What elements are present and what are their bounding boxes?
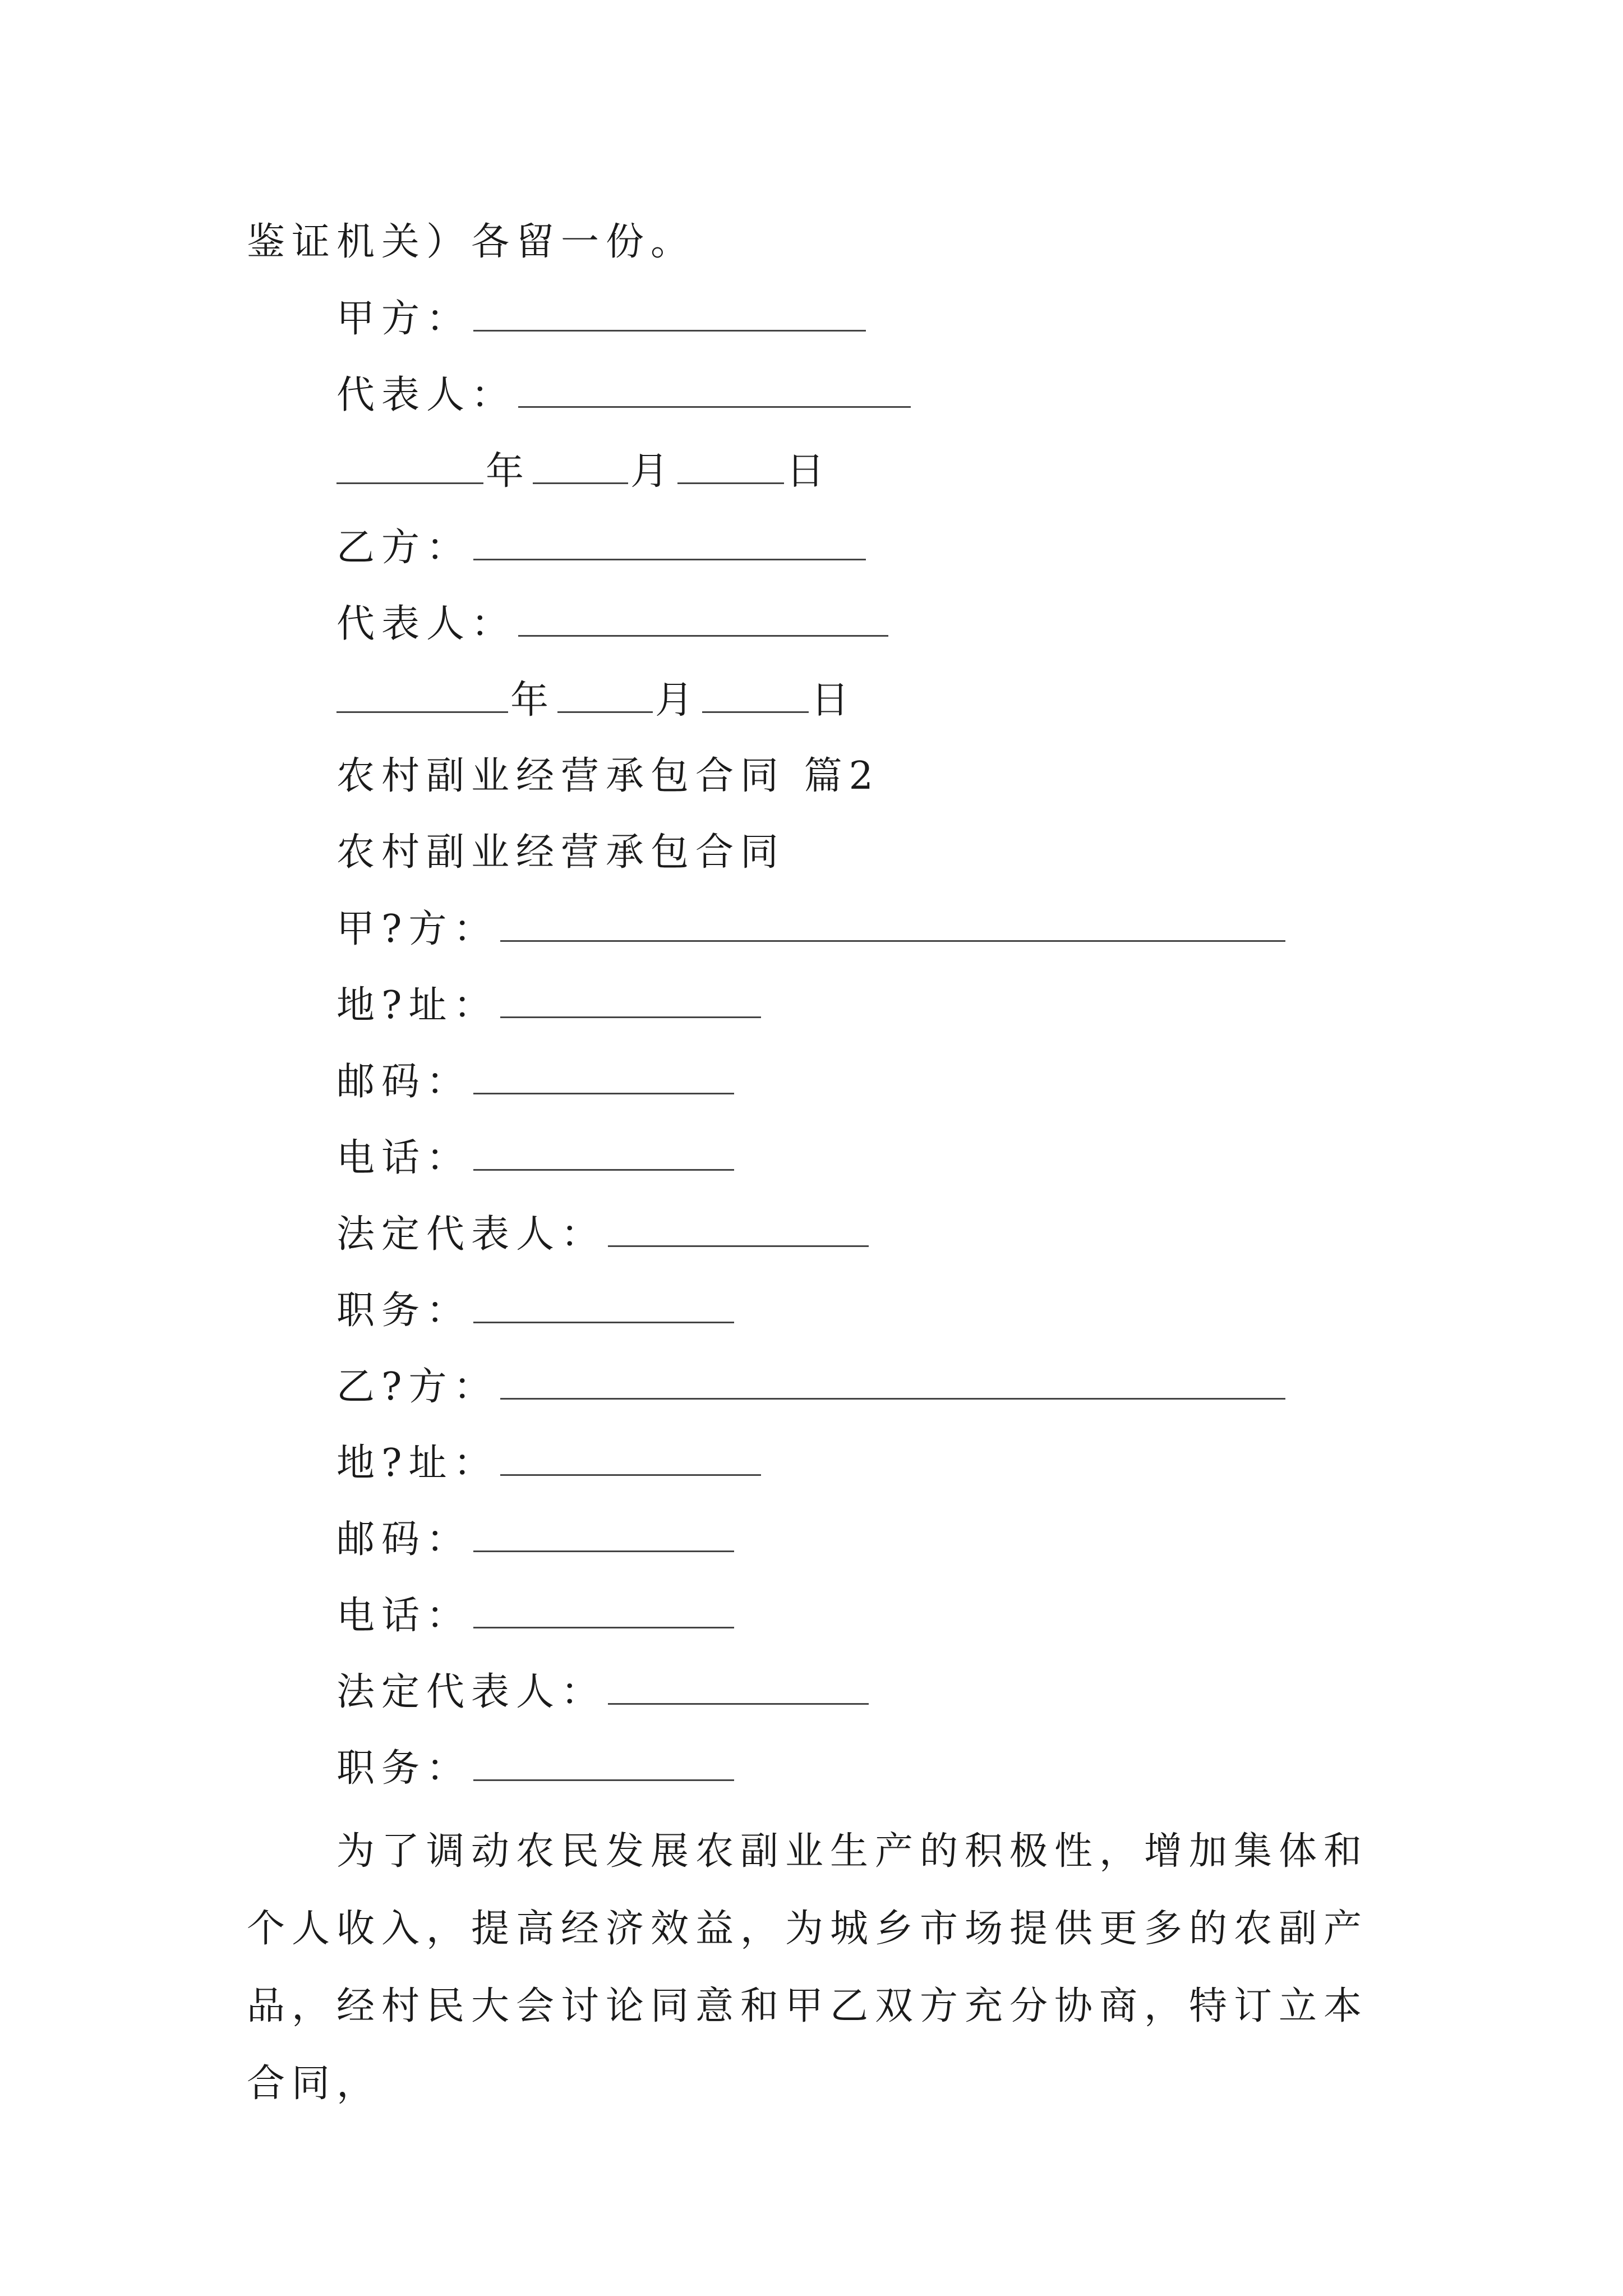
party-a-postcode-label: 邮码： [336,1060,472,1104]
date-b-year-label: 年 [510,678,556,723]
party-a-legal-rep-row [336,1212,871,1257]
date-b-year-blank[interactable] [336,678,508,713]
preamble-paragraph: 为了调动农民发展农副业生产的积极性，增加集体和个人收入，提高经济效益，为城乡市场提供更多的农副产品，经村民大会讨论同意和甲乙双方充分协商，特订立本合同， [247,1829,1369,2106]
party-a-name-blank[interactable] [500,907,1285,942]
party-a-phone-row [336,1135,736,1180]
party-b-name-label: 乙?方： [336,1365,499,1409]
party-b-postcode-row [336,1517,736,1562]
party-b-phone-blank[interactable] [473,1593,734,1628]
party-b-phone-row [336,1593,736,1638]
party-a-address-blank[interactable] [500,983,761,1018]
date-a-year-blank[interactable] [336,449,483,484]
party-b-label: 乙方： [336,526,472,570]
party-b-rep-row [336,601,891,646]
party-b-legal-rep-row [336,1669,871,1714]
party-a-rep-row [336,372,913,417]
date-a-day-label: 日 [786,449,832,494]
contract-title: 农村副业经营承包合同 [336,830,786,875]
party-a-phone-label: 电话： [336,1136,472,1180]
date-b-day-blank[interactable] [702,678,809,713]
party-b-name-row [336,1364,1288,1409]
party-a-rep-label: 代表人： [336,373,517,417]
party-b-legal-rep-label: 法定代表人： [336,1670,606,1714]
party-b-postcode-blank[interactable] [473,1517,734,1552]
party-a-phone-blank[interactable] [473,1135,734,1171]
party-b-address-label: 地?址： [336,1441,499,1485]
party-a-postcode-row [336,1059,736,1104]
date-a-row [336,449,831,494]
date-b-day-label: 日 [811,678,856,723]
section-heading: 农村副业经营承包合同 篇2 [336,754,880,798]
party-b-position-label: 职务： [336,1746,472,1791]
party-b-rep-blank[interactable] [518,601,888,637]
party-a-name-row [336,907,1288,951]
party-a-legal-rep-blank[interactable] [608,1212,869,1247]
party-b-phone-label: 电话： [336,1594,472,1638]
date-a-day-blank[interactable] [677,449,784,484]
party-b-postcode-label: 邮码： [336,1517,472,1562]
party-a-address-label: 地?址： [336,983,499,1028]
party-a-postcode-blank[interactable] [473,1059,734,1094]
party-a-name-label: 甲?方： [336,907,499,951]
party-a-position-row [336,1288,736,1333]
date-a-month-label: 月 [630,449,676,494]
party-a-signature-row [336,296,868,341]
date-a-month-blank[interactable] [533,449,628,484]
party-b-address-row [336,1441,763,1485]
party-b-name-blank[interactable] [500,1364,1285,1400]
party-a-blank[interactable] [473,296,866,332]
date-b-month-label: 月 [655,678,700,723]
party-a-rep-blank[interactable] [518,372,911,408]
party-b-signature-row [336,525,868,570]
continuation-line: 鉴证机关）各留一份。 [247,220,696,264]
party-a-label: 甲方： [336,297,472,341]
party-b-rep-label: 代表人： [336,602,517,646]
party-b-address-blank[interactable] [500,1441,761,1476]
date-b-month-blank[interactable] [557,678,653,713]
party-a-position-label: 职务： [336,1289,472,1333]
party-a-legal-rep-label: 法定代表人： [336,1212,606,1257]
date-a-year-label: 年 [486,449,531,494]
party-b-position-blank[interactable] [473,1746,734,1781]
party-b-legal-rep-blank[interactable] [608,1669,869,1705]
party-a-position-blank[interactable] [473,1288,734,1323]
date-b-row [336,678,856,723]
party-a-address-row [336,983,763,1028]
party-b-blank[interactable] [473,525,866,560]
party-b-position-row [336,1746,736,1791]
